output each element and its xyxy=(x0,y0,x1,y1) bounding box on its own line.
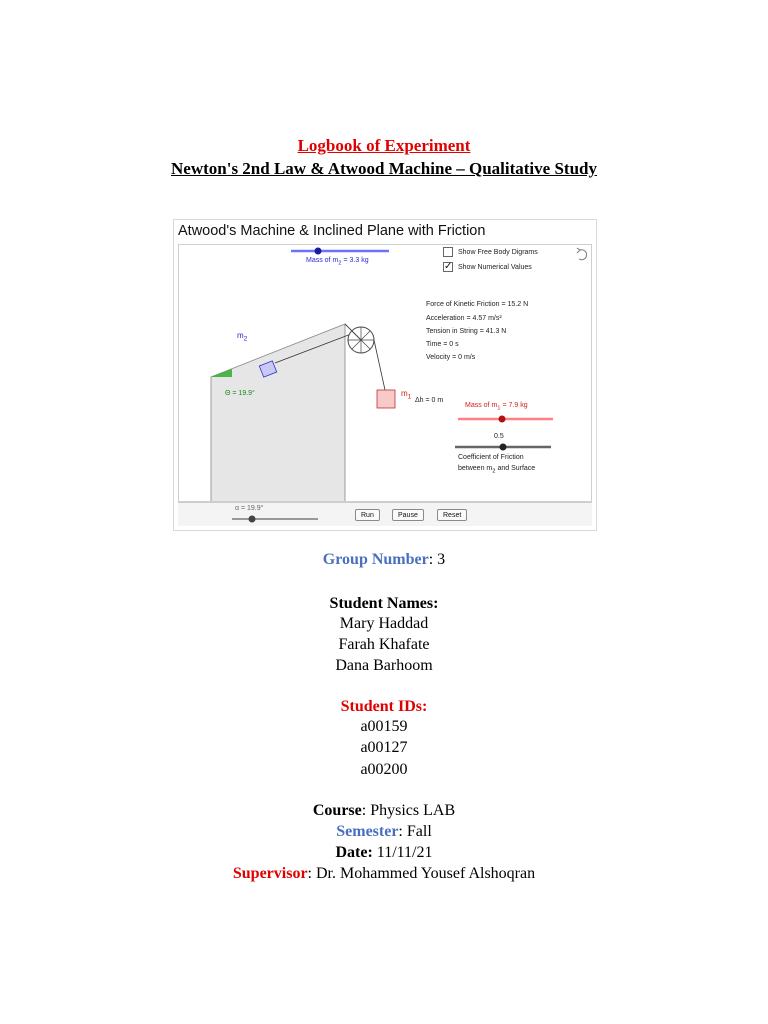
friction-caption-1: Coefficient of Friction xyxy=(458,454,524,461)
theta-label: Θ = 19.9° xyxy=(225,390,255,397)
velocity-readout: Velocity = 0 m/s xyxy=(426,354,476,361)
mass-m2-label: Mass of $m_2 = 3.3$ kg xyxy=(306,257,369,267)
date: Date: 11/11/21 xyxy=(335,844,433,861)
mass-m2-slider-thumb xyxy=(315,248,322,255)
logbook-title: Logbook of Experiment xyxy=(297,136,471,155)
incline-shape xyxy=(211,324,345,502)
student-name: Farah Khafate xyxy=(338,636,430,653)
check-icon: ✓ xyxy=(444,261,453,272)
pause-button[interactable]: Pause xyxy=(392,509,424,521)
free-body-checkbox[interactable] xyxy=(443,247,453,257)
group-number: Group Number: 3 xyxy=(322,551,446,568)
student-name: Mary Haddad xyxy=(339,615,429,632)
course: Course: Physics LAB xyxy=(312,802,456,819)
free-body-label: Show Free Body Digrams xyxy=(458,249,538,256)
mass-m1-block xyxy=(377,390,395,408)
friction-value: 0.5 xyxy=(494,433,504,440)
student-name: Dana Barhoom xyxy=(335,657,433,674)
acceleration-readout: Acceleration = 4.57 m/s² xyxy=(426,315,502,322)
simulation-screenshot xyxy=(173,219,597,531)
numerical-values-label: Show Numerical Values xyxy=(458,264,532,271)
student-id: a00127 xyxy=(360,739,408,756)
tension-readout: Tension in String = 41.3 N xyxy=(426,328,507,335)
simulation-canvas xyxy=(178,244,592,502)
simulation-title: Atwood's Machine & Inclined Plane with Friction xyxy=(178,223,486,239)
friction-readout: Force of Kinetic Friction = 15.2 N xyxy=(426,301,529,308)
m1-label: $m_1$ xyxy=(401,389,412,401)
semester: Semester: Fall xyxy=(336,823,432,840)
mass-m1-slider-thumb xyxy=(499,416,506,423)
friction-slider-thumb xyxy=(500,444,507,451)
refresh-icon[interactable] xyxy=(577,248,587,260)
alpha-slider[interactable] xyxy=(230,514,330,524)
alpha-label: α = 19.9° xyxy=(235,505,264,512)
reset-button[interactable]: Reset xyxy=(437,509,467,521)
time-readout: Time = 0 s xyxy=(426,341,459,348)
numerical-values-checkbox[interactable] xyxy=(443,262,453,272)
m2-label: $m_2$ xyxy=(237,331,248,343)
student-names-heading: Student Names: xyxy=(329,595,439,612)
delta-h-label: Δh = 0 m xyxy=(415,397,444,404)
supervisor: Supervisor: Dr. Mohammed Yousef Alshoqran xyxy=(232,865,536,882)
friction-caption-2: between $m_2$ and Surface xyxy=(458,465,536,475)
control-bar xyxy=(178,502,592,526)
student-id: a00159 xyxy=(360,718,408,735)
simulation-drawing xyxy=(179,245,592,502)
student-ids-heading: Student IDs: xyxy=(340,698,428,715)
run-button[interactable]: Run xyxy=(355,509,380,521)
student-id: a00200 xyxy=(360,761,408,778)
mass-m1-label: Mass of $m_1 = 7.9$ kg xyxy=(465,402,528,412)
experiment-subtitle: Newton's 2nd Law & Atwood Machine – Qualitative Study xyxy=(171,159,597,178)
hanging-string xyxy=(374,340,385,390)
